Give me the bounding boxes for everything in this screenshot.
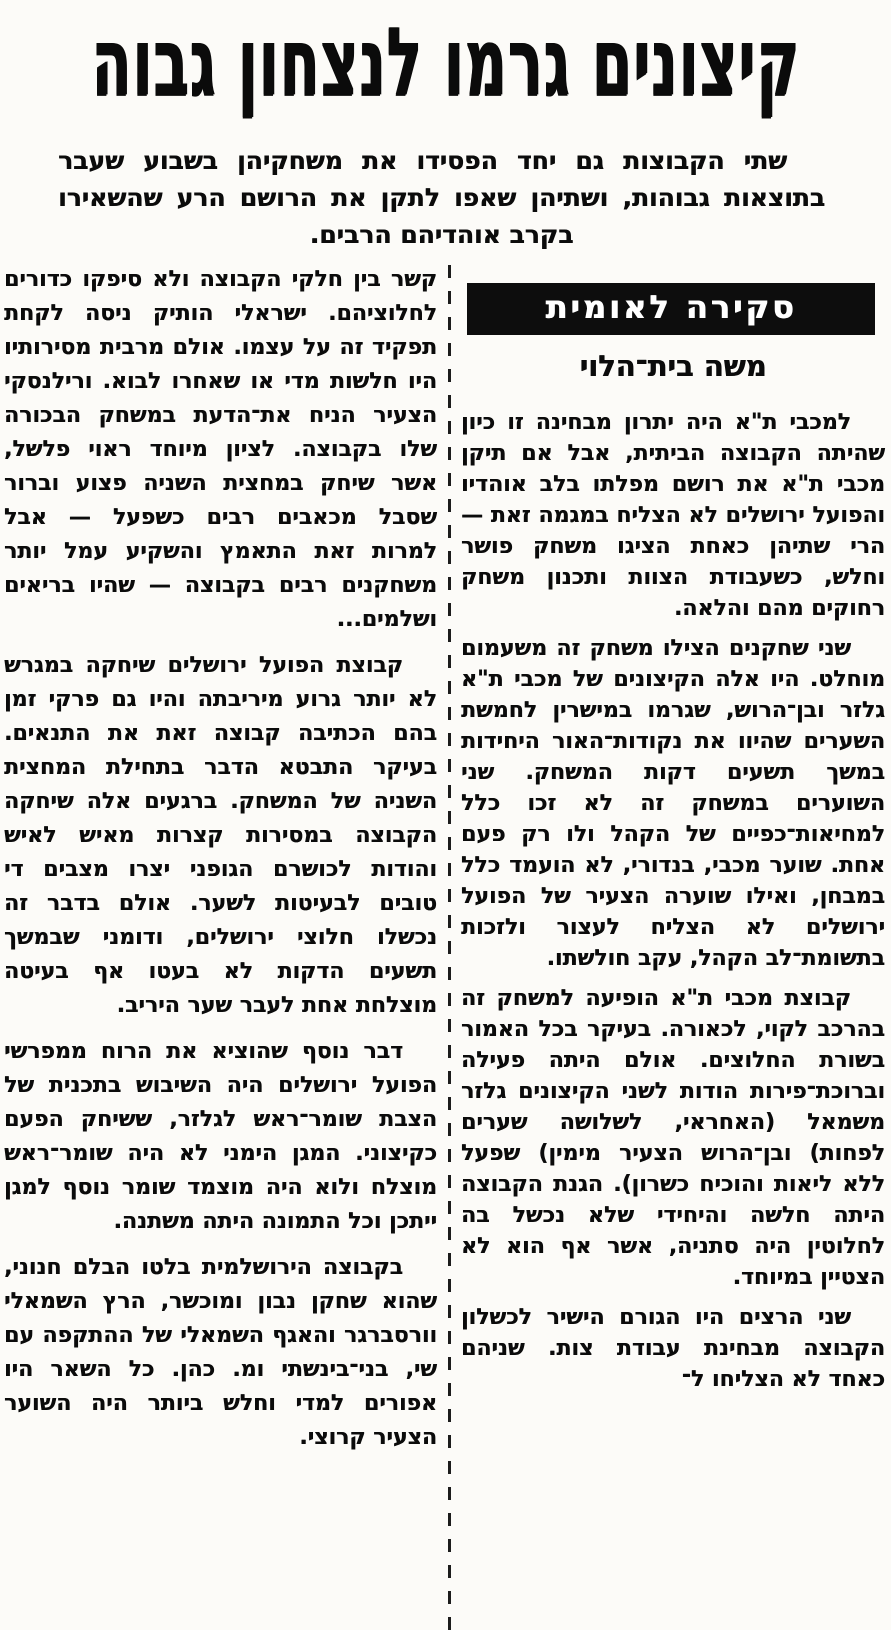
paragraph: שני שחקנים הצילו משחק זה משעמום מוחלט. היו אלה הקיצונים של מכבי ת"א גלזר ובן־הרוש, שגרמו במישרין לחמשת השערים שהיוו את נקודות־האור היחידות במשך תשעים דקות המשחק. שני השוערים במשחק זה לא זכו כלל למחיאות־כפיים של הקהל ולו רק פעם אחת. שוער מכבי, בנדורי, לא הועמד כלל במבחן, ואילו שוערה הצעיר של הפועל ירושלים לא הצליח לעצור ולזכות בתשומת־לב הקהל, עקב חולשתו.: [461, 636, 885, 971]
column-divider: [448, 265, 451, 1630]
article-columns: [0, 263, 891, 1630]
headline-area: [0, 4, 891, 128]
headline: קיצונים גרמו לנצחון גבוה: [91, 7, 800, 118]
paragraph: שני הרצים היו הגורם הישיר לכשלון הקבוצה מבחינת עבודת צות. שניהם כאחד לא הצליחו ל־: [461, 1305, 885, 1392]
section-title: סקירה לאומית: [545, 288, 797, 326]
subheadline: שתי הקבוצות גם יחד הפסידו את משחקיהן בשבוע שעבר בתוצאות גבוהות, ושתיהן שאפו לתקן את הרושם הרע שהשאירו בקרב אוהדיהם הרבים.: [58, 146, 825, 249]
byline: משה בית־הלוי: [579, 349, 767, 383]
paragraph: קבוצת הפועל ירושלים שיחקה במגרש לא יותר גרוע מיריבתה והיו גם פרקי זמן בהם הכתיבה קבוצה זאת את התנאים. בעיקר התבטא הדבר בתחילת המחצית השניה של המשחק. ברגעים אלה שיחקה הקבוצה במסירות קצרות מאיש לאיש והודות לכושרם הגופני יצרו מצבים די טובים לבעיטות לשער. אולם בדבר זה נכשלו חלוצי ירושלים, ודומני שבמשך תשעים הדקות לא בעטו אף בעיטה מוצלחת אחת לעבר שער היריב.: [4, 653, 437, 1018]
column-left: [4, 263, 437, 1630]
left-column-text: [4, 263, 437, 1455]
column-right: [461, 263, 885, 1630]
paragraph: קשר בין חלקי הקבוצה ולא סיפקו כדורים לחלוציהם. ישראלי הותיק ניסה לקחת תפקיד זה על עצמו. אולם מרבית מסירותיו היו חלשות מדי או שאחרו לבוא. ורילנסקי הצעיר הניח את־הדעת במשחק הבכורה שלו בקבוצה. לציון מיוחד ראוי פלשל, אשר שיחק במחצית השניה פצוע וברור שסבל מכאבים רבים כשפעל — אבל למרות זאת התאמץ והשקיע עמל יותר משחקנים רבים בקבוצה — שהיו בריאים ושלמים...: [4, 267, 437, 632]
section-title-box: [467, 283, 875, 335]
paragraph: למכבי ת"א היה יתרון מבחינה זו כיון שהיתה הקבוצה הביתית, אבל אם תיקן מכבי ת"א את רושם מפלתו בלב אוהדיו והפועל ירושלים לא הצליח במגמה זאת — הרי שתיהן כאחת הציגו משחק פושר וחלש, כשעבודת הצוות ותכנון משחק רחוקים מהם והלאה.: [461, 410, 885, 621]
right-column-text: [461, 407, 885, 1395]
paragraph: קבוצת מכבי ת"א הופיעה למשחק זה בהרכב לקוי, לכאורה. בעיקר בכל האמור בשורת החלוצים. אולם היתה פעילה וברוכת־פירות הודות לשני הקיצונים גלזר משמאל (האחראי, לשלושה שערים לפחות) ובן־הרוש הצעיר מימין) שפעל ללא ליאות והוכיח כשרון). הגנת הקבוצה היתה חלשה והיחידי שלא נכשל בה לחלוטין היה סתניה, אשר אף הוא לא הצטיין במיוחד.: [461, 986, 885, 1290]
paragraph: דבר נוסף שהוציא את הרוח ממפרשי הפועל ירושלים היה השיבוש בתכנית של הצבת שומר־ראש לגלזר, ששיחק הפעם כקיצוני. המגן הימני לא היה שומר־ראש מוצלח ולוא היה מוצמד שומר נוסף למגן ייתכן וכל התמונה היתה משתנה.: [4, 1039, 437, 1234]
paragraph: בקבוצה הירושלמית בלטו הבלם חנוני, שהוא שחקן נבון ומוכשר, הרץ השמאלי וורסברגר והאגף השמאלי של ההתקפה עם שי, בני־בינשתי ומ. כהן. כל השאר היו אפורים למדי וחלש ביותר היה השוער הצעיר קרוצי.: [4, 1255, 437, 1450]
